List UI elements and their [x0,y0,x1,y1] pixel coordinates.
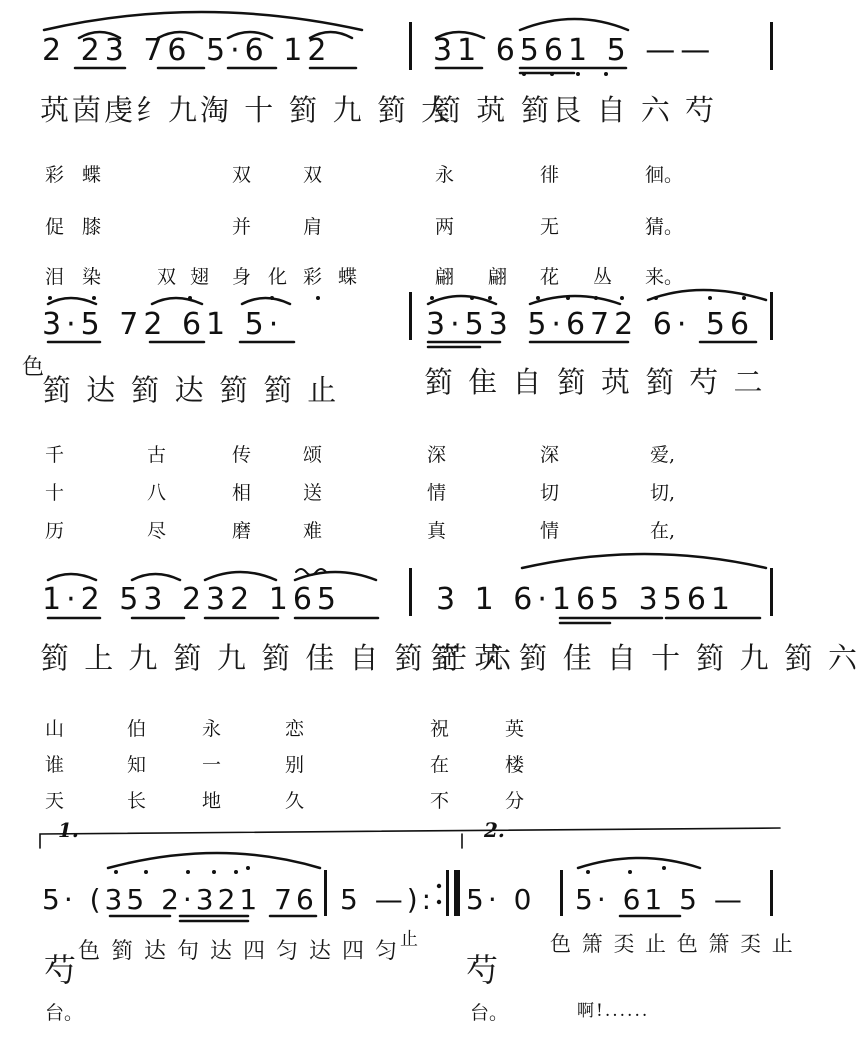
lyric-char: 化 [268,266,288,288]
lyric-char: 在, [650,520,676,542]
lyric-char: 翩 [435,266,455,288]
notation-s4-m4: 5· 61 5 — [575,883,746,916]
notation-s3-m2: 3 1 6·165 3561 [436,582,736,617]
slur [228,32,272,38]
lyric-char: 双 [303,164,323,186]
lyric-char: 徊。 [645,164,684,186]
lyric-char: 分 [505,790,525,812]
lyric-char: 长 [127,790,147,812]
lyric-char: 传 [232,444,252,466]
tablature-s3-a: 箌 上 九 箌 九 箌 佳 自 箌 芒 六 [40,641,515,675]
notation-s2-m1: 3·5 72 61 5· [42,307,284,342]
lyric-char: 天 [45,790,65,812]
lyric-char: 恋 [285,718,305,740]
lyric-char: 双 [157,266,177,288]
lyric-char: 切 [540,482,560,504]
lyric-char: 徘 [540,164,560,186]
lyric-char: 猜。 [645,216,684,238]
lyric-char: 久 [285,790,305,812]
lyric-char: 深 [540,444,560,466]
lyric-char: 情 [540,520,560,542]
lyric-char: 相 [232,482,252,504]
lyric-char: 肩 [303,216,323,238]
lyric-char: 永 [202,718,222,740]
lyric-char: 古 [147,444,167,466]
lyric-char: 磨 [232,520,252,542]
lyric-char: 英 [505,718,525,740]
lyric-char: 并 [232,216,252,238]
lyric-char: 丛 [593,266,613,288]
lyric-char: 山 [45,718,65,740]
notation-s4-m2: 5 —): [340,883,436,916]
lyric-char: 伯 [127,718,147,740]
lyric-char: 祝 [430,718,450,740]
tablature-s1-b: 箌 茿 箌艮 自 六 芍 [432,93,718,127]
slur [79,32,120,38]
lyric-char: 永 [435,164,455,186]
lyric-char: 爱, [650,444,676,466]
lyric-char: 十 [45,482,65,504]
lyric-char: 花 [540,266,560,288]
lyric-char: 在 [430,754,450,776]
lyric-char: 身 [232,266,252,288]
lyric-char: 无 [540,216,560,238]
notation-s1-m2: 31 6561 5 —— [433,33,716,68]
lyric-char: 蝶 [338,266,358,288]
tablature-s2-a: 箌 达 箌 达 箌 箌 止 [42,373,340,407]
lyric-char: 翩 [488,266,508,288]
tablature-s3-b: 箌 茿 箌 佳 自 十 箌 九 箌 六 [430,641,860,675]
lyric-char: 知 [127,754,147,776]
lyric-char: 颂 [303,444,323,466]
lyric-char: 促 [45,216,65,238]
lyric-char: 难 [303,520,323,542]
lyric-char: 来。 [645,266,684,288]
tablature-s4-e: 色 箫 奀 止 色 箫 奀 止 [550,932,795,956]
lyric-char: 情 [427,482,447,504]
lyric-char: 彩 [45,164,65,186]
lyric-char: 千 [45,444,65,466]
tablature-s4-a: 芍 [44,951,80,989]
volta-1-label: 1. [58,818,79,842]
lyric-char: 切, [650,482,676,504]
lyric-char: 双 [232,164,252,186]
lyric-char: 台。 [45,1002,84,1024]
tablature-s4-c: 止 [400,929,421,950]
slur [310,32,352,38]
tablature-s4-b: 色 箌 达 句 达 四 匀 达 四 匀 [78,939,399,964]
lyric-char: 地 [202,790,222,812]
lyric-char: 不 [430,790,450,812]
tablature-s4-d: 芍 [466,951,502,989]
tablature-s2-prefix: 色 [22,355,48,380]
lyric-char: 楼 [505,754,525,776]
lyric-char: 彩 [303,266,323,288]
notation-s4-m3: 5· 0 [466,883,536,916]
lyric-char: 深 [427,444,447,466]
notation-s2-m2: 3·53 5·672 6· 56 [426,307,755,342]
lyric-char: 谁 [45,754,65,776]
lyric-char: 八 [147,482,167,504]
slur [158,32,202,38]
lyric-char: 一 [202,754,222,776]
notation-s3-m1: 1·2 53 232 165 [42,582,342,617]
volta-2-label: 2. [484,818,505,842]
lyric-char: 送 [303,482,323,504]
lyric-char: 膝 [82,216,102,238]
lyric-char: 翅 [190,266,210,288]
lyric-char: 两 [435,216,455,238]
lyric-char: 尽 [147,520,167,542]
lyric-char: 染 [82,266,102,288]
slur [520,19,628,30]
lyric-char: 历 [45,520,65,542]
lyric-char: 台。 [470,1002,509,1024]
lyric-char: 别 [285,754,305,776]
notation-s1-m1: 2 23 76 5·6 12 [42,33,332,68]
notation-s4-m1: 5· (35 2·321 76 [42,883,318,916]
lyric-char: 泪 [45,266,65,288]
tablature-s2-b: 箌 隹 自 箌 茿 箌 芍 二 [424,365,766,399]
lyric-char: 真 [427,520,447,542]
lyric-char: 蝶 [82,164,102,186]
tablature-s1-a: 茿茵虔纟九淘 十 箌 九 箌 大 [40,93,454,127]
slur [44,12,362,30]
slur [436,32,484,38]
lyric-text: 啊!...... [577,1001,650,1021]
